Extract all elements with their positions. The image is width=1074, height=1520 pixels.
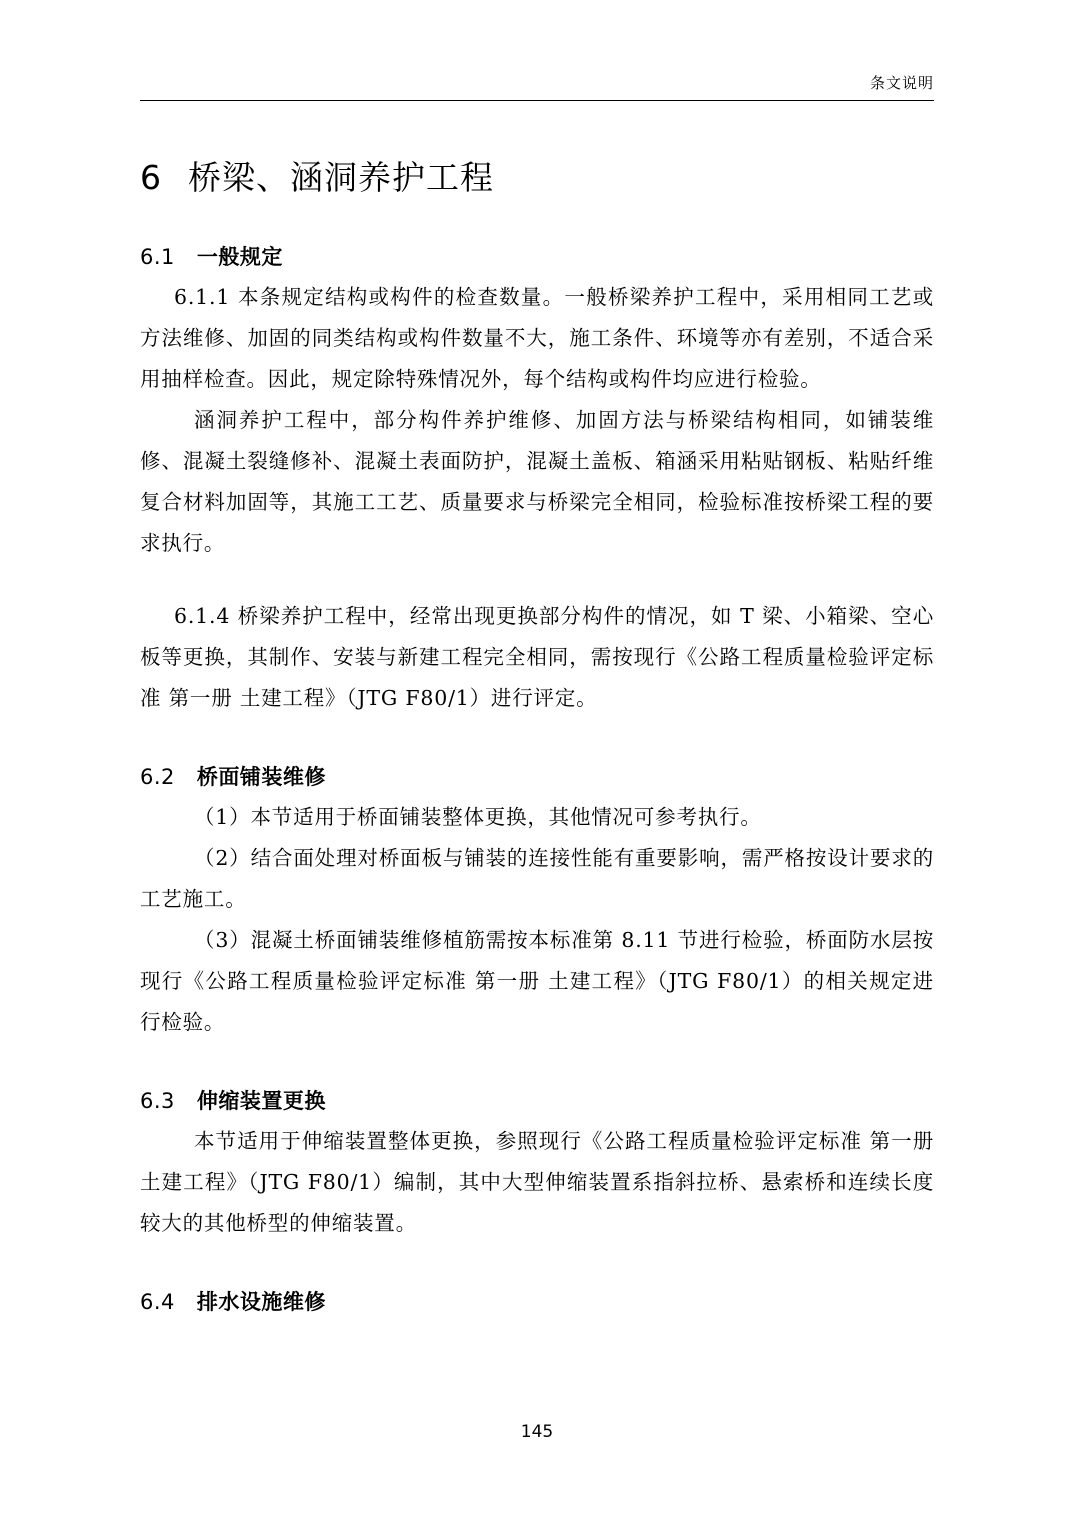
section-title-6-3: 伸缩装置更换 [196, 1089, 326, 1113]
running-head: 条文说明 [869, 74, 934, 92]
section-number-6-3: 6.3 [140, 1089, 175, 1113]
page-header [140, 72, 934, 106]
chapter-title-text: 桥梁、涵洞养护工程 [188, 158, 494, 197]
section-heading-6-3 [140, 1085, 934, 1115]
section-heading-6-2 [140, 761, 934, 791]
chapter-title [140, 152, 934, 199]
section-title-6-2: 桥面铺装维修 [196, 765, 326, 789]
section-heading-6-4 [140, 1286, 934, 1316]
paragraph-6-3-1: 本节适用于伸缩装置整体更换，参照现行《公路工程质量检验评定标准 第一册 土建工程》（JTG F80/1）编制，其中大型伸缩装置系指斜拉桥、悬索桥和连续长度较大的其他桥型的伸缩装置。 [140, 1129, 934, 1235]
chapter-number: 6 [140, 158, 162, 197]
paragraph-6-2-3: （3）混凝土桥面铺装维修植筋需按本标准第 8.11 节进行检验，桥面防水层按现行《公路工程质量检验评定标准 第一册 土建工程》（JTG F80/1）的相关规定进行检验。 [140, 928, 934, 1034]
paragraph-6-1-1-b: 涵洞养护工程中，部分构件养护维修、加固方法与桥梁结构相同，如铺装维修、混凝土裂缝修补、混凝土表面防护，混凝土盖板、箱涵采用粘贴钢板、粘贴纤维复合材料加固等，其施工工艺、质量要求与桥梁完全相同，检验标准按桥梁工程的要求执行。 [140, 408, 934, 555]
paragraph-6-2-1: （1）本节适用于桥面铺装整体更换，其他情况可参考执行。 [194, 805, 762, 829]
paragraph-spacer [140, 564, 934, 596]
page-footer [0, 1422, 1074, 1442]
paragraph-6-1-1: 6.1.1 本条规定结构或构件的检查数量。一般桥梁养护工程中，采用相同工艺或方法维修、加固的同类结构或构件数量不大，施工条件、环境等亦有差别，不适合采用抽样检查。因此，规定除特殊情况外，每个结构或构件均应进行检验。 [140, 285, 934, 391]
section-title-6-4: 排水设施维修 [196, 1290, 326, 1314]
section-number-6-1: 6.1 [140, 245, 175, 269]
page-number: 145 [520, 1422, 554, 1442]
paragraph-6-1-4: 6.1.4 桥梁养护工程中，经常出现更换部分构件的情况，如 T 梁、小箱梁、空心板等更换，其制作、安装与新建工程完全相同，需按现行《公路工程质量检验评定标准 第一册 土建工程》（JTG F80/1）进行评定。 [140, 604, 934, 710]
paragraph-6-2-2: （2）结合面处理对桥面板与铺装的连接性能有重要影响，需严格按设计要求的工艺施工。 [140, 846, 934, 911]
page-content [140, 128, 934, 1322]
header-divider [140, 100, 934, 101]
section-number-6-4: 6.4 [140, 1290, 175, 1314]
section-number-6-2: 6.2 [140, 765, 175, 789]
section-heading-6-1 [140, 241, 934, 271]
section-title-6-1: 一般规定 [196, 245, 283, 269]
